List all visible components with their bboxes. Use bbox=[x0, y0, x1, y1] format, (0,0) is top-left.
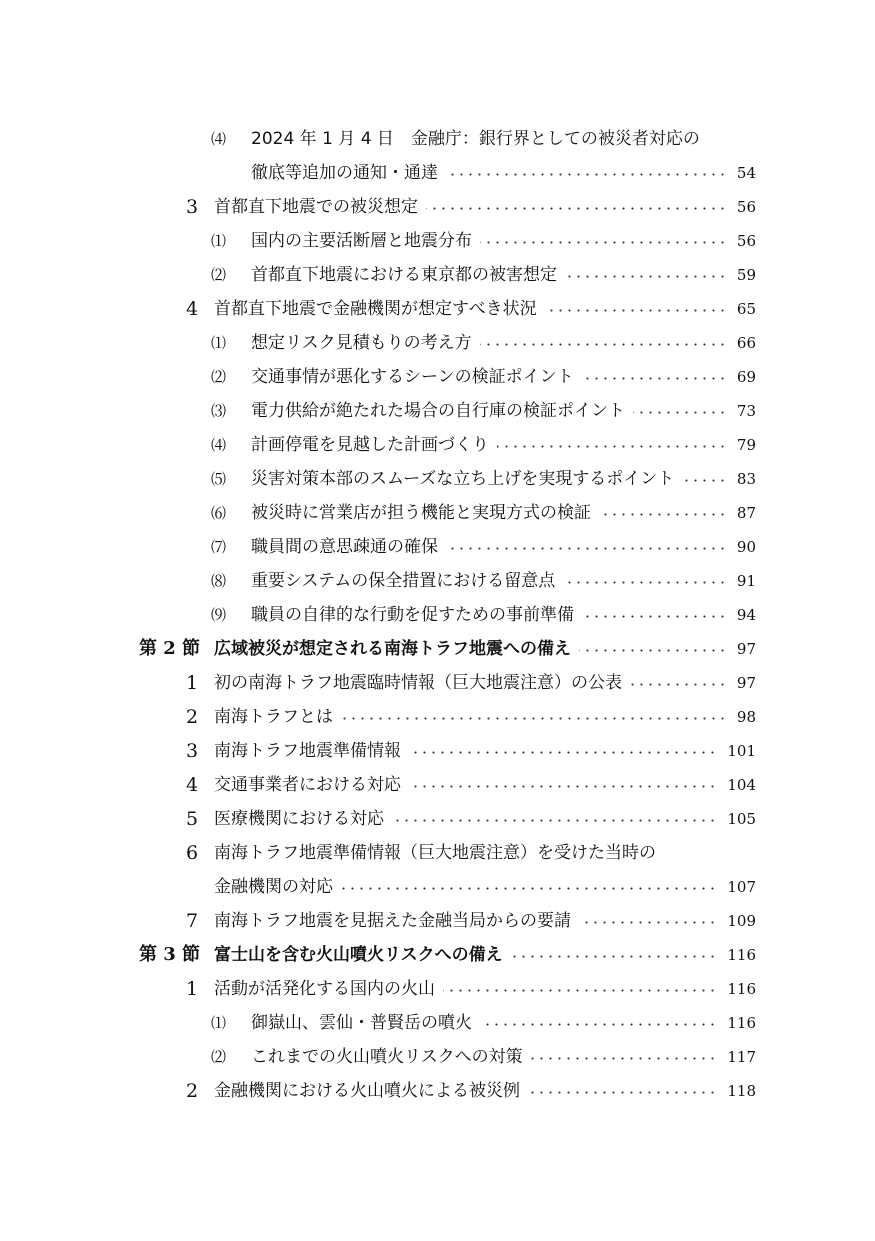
toc-entry-number: ⑵ bbox=[211, 368, 227, 386]
toc-entry bbox=[0, 700, 875, 734]
toc-entry bbox=[0, 326, 875, 360]
toc-entry bbox=[0, 870, 875, 904]
toc-entry-title: 徹底等追加の通知・通達 bbox=[251, 163, 438, 183]
toc-page-number: 56 bbox=[736, 198, 756, 216]
toc-entry bbox=[0, 190, 875, 224]
leader-dots bbox=[480, 241, 727, 244]
toc-entry-title: 被災時に営業店が担う機能と実現方式の検証 bbox=[251, 503, 591, 523]
toc-entry-title: 職員の自律的な行動を促すための事前準備 bbox=[251, 605, 574, 625]
toc-entry bbox=[0, 1040, 875, 1074]
toc-entry-title: 災害対策本部のスムーズな立ち上げを実現するポイント bbox=[251, 469, 675, 489]
leader-dots bbox=[409, 751, 717, 754]
toc-entry-number: ⑴ bbox=[211, 1014, 227, 1032]
toc-page-number: 56 bbox=[736, 232, 756, 250]
toc-entry bbox=[0, 496, 875, 530]
toc-entry-title: 首都直下地震での被災想定 bbox=[214, 197, 418, 217]
leader-dots bbox=[392, 819, 717, 822]
toc-entry bbox=[0, 632, 875, 666]
toc-entry-number: 1 bbox=[186, 978, 199, 1000]
toc-section-number: 第 2 節 bbox=[139, 638, 201, 659]
toc-entry-number: 7 bbox=[186, 910, 199, 932]
toc-entry-title: 重要システムの保全措置における留意点 bbox=[251, 571, 556, 591]
toc-entry-title: 南海トラフとは bbox=[214, 707, 333, 727]
toc-entry bbox=[0, 768, 875, 802]
toc-entry-number: 4 bbox=[186, 774, 199, 796]
toc-entry-number: ⑶ bbox=[211, 402, 227, 420]
toc-page-number: 79 bbox=[736, 436, 756, 454]
toc-entry bbox=[0, 802, 875, 836]
leader-dots bbox=[633, 411, 727, 414]
leader-dots bbox=[446, 173, 727, 176]
toc-entry-title: 想定リスク見積もりの考え方 bbox=[251, 333, 472, 353]
leader-dots bbox=[579, 921, 717, 924]
leader-dots bbox=[480, 1023, 717, 1026]
toc-page-number: 116 bbox=[727, 980, 756, 998]
toc-page-number: 117 bbox=[727, 1048, 756, 1066]
toc-page-number: 69 bbox=[736, 368, 756, 386]
toc-page-number: 94 bbox=[736, 606, 756, 624]
leader-dots bbox=[446, 547, 727, 550]
toc-section-title: 広域被災が想定される南海トラフ地震への備え bbox=[214, 639, 571, 659]
toc-page-number: 118 bbox=[727, 1082, 756, 1100]
leader-dots bbox=[599, 513, 727, 516]
leader-dots bbox=[565, 275, 727, 278]
toc-entry bbox=[0, 666, 875, 700]
toc-entry-number: ⑼ bbox=[211, 606, 227, 624]
toc-entry-number: ⑺ bbox=[211, 538, 227, 556]
table-of-contents bbox=[0, 122, 875, 1108]
toc-page-number: 116 bbox=[727, 946, 756, 964]
leader-dots bbox=[480, 343, 727, 346]
toc-page-number: 91 bbox=[736, 572, 756, 590]
toc-entry-title: 交通事情が悪化するシーンの検証ポイント bbox=[251, 367, 574, 387]
toc-entry bbox=[0, 1006, 875, 1040]
leader-dots bbox=[531, 1057, 717, 1060]
leader-dots bbox=[630, 683, 727, 686]
leader-dots bbox=[528, 1091, 717, 1094]
toc-entry-number: ⑹ bbox=[211, 504, 227, 522]
toc-entry-title: 国内の主要活断層と地震分布 bbox=[251, 231, 472, 251]
toc-entry-title: 南海トラフ地震準備情報 bbox=[214, 741, 401, 761]
toc-entry-number: ⑵ bbox=[211, 266, 227, 284]
toc-page-number: 98 bbox=[736, 708, 756, 726]
toc-entry-number: 5 bbox=[186, 808, 199, 830]
toc-entry-title: 交通事業者における対応 bbox=[214, 775, 401, 795]
leader-dots bbox=[582, 615, 727, 618]
toc-entry-title: 金融機関における火山噴火による被災例 bbox=[214, 1081, 520, 1101]
toc-entry bbox=[0, 122, 875, 156]
toc-entry-number: 2 bbox=[186, 1080, 199, 1102]
toc-entry bbox=[0, 360, 875, 394]
toc-entry bbox=[0, 938, 875, 972]
toc-page-number: 105 bbox=[727, 810, 756, 828]
toc-section-number: 第 3 節 bbox=[139, 944, 201, 965]
toc-entry bbox=[0, 972, 875, 1006]
toc-entry bbox=[0, 292, 875, 326]
leader-dots bbox=[341, 717, 727, 720]
toc-entry bbox=[0, 428, 875, 462]
toc-page-number: 97 bbox=[736, 640, 756, 658]
toc-entry-title: 活動が活発化する国内の火山 bbox=[214, 979, 435, 999]
toc-entry-number: ⑻ bbox=[211, 572, 227, 590]
leader-dots bbox=[426, 207, 727, 210]
toc-entry bbox=[0, 734, 875, 768]
toc-entry-number: ⑵ bbox=[211, 1048, 227, 1066]
toc-entry-title: 職員間の意思疎通の確保 bbox=[251, 537, 438, 557]
leader-dots bbox=[579, 649, 727, 652]
toc-entry bbox=[0, 224, 875, 258]
toc-page-number: 73 bbox=[736, 402, 756, 420]
toc-page-number: 107 bbox=[727, 878, 756, 896]
toc-entry bbox=[0, 156, 875, 190]
toc-entry-number: ⑷ bbox=[211, 130, 227, 148]
leader-dots bbox=[563, 581, 727, 584]
leader-dots bbox=[511, 955, 717, 958]
toc-entry-number: ⑸ bbox=[211, 470, 227, 488]
toc-entry-number: 2 bbox=[186, 706, 199, 728]
leader-dots bbox=[409, 785, 717, 788]
toc-page-number: 90 bbox=[736, 538, 756, 556]
toc-entry-title: 電力供給が絶たれた場合の自行庫の検証ポイント bbox=[251, 401, 625, 421]
toc-entry-number: ⑴ bbox=[211, 232, 227, 250]
toc-entry-number: 6 bbox=[186, 842, 199, 864]
toc-entry-number: 3 bbox=[186, 740, 199, 762]
toc-entry-number: 4 bbox=[186, 298, 199, 320]
toc-entry-title: 南海トラフ地震準備情報（巨大地震注意）を受けた当時の bbox=[214, 843, 656, 863]
toc-entry bbox=[0, 530, 875, 564]
toc-entry bbox=[0, 564, 875, 598]
toc-page-number: 116 bbox=[727, 1014, 756, 1032]
toc-page-number: 104 bbox=[727, 776, 756, 794]
toc-entry-title: 御嶽山、雲仙・普賢岳の噴火 bbox=[251, 1013, 472, 1033]
toc-entry-number: ⑷ bbox=[211, 436, 227, 454]
toc-page-number: 83 bbox=[736, 470, 756, 488]
toc-entry-title: 2024 年 1 月 4 日 金融庁：銀行界としての被災者対応の bbox=[251, 129, 700, 149]
leader-dots bbox=[341, 887, 717, 890]
leader-dots bbox=[443, 989, 717, 992]
toc-entry bbox=[0, 258, 875, 292]
leader-dots bbox=[545, 309, 727, 312]
toc-page-number: 65 bbox=[736, 300, 756, 318]
toc-entry-title: 計画停電を見越した計画づくり bbox=[251, 435, 489, 455]
toc-entry-title: これまでの火山噴火リスクへの対策 bbox=[251, 1047, 523, 1067]
toc-entry bbox=[0, 836, 875, 870]
toc-entry-number: 3 bbox=[186, 196, 199, 218]
toc-page-number: 101 bbox=[727, 742, 756, 760]
toc-page-number: 59 bbox=[736, 266, 756, 284]
toc-entry bbox=[0, 598, 875, 632]
toc-section-title: 富士山を含む火山噴火リスクへの備え bbox=[214, 945, 503, 965]
toc-entry-title: 初の南海トラフ地震臨時情報（巨大地震注意）の公表 bbox=[214, 673, 622, 693]
toc-page-number: 109 bbox=[727, 912, 756, 930]
toc-page-number: 87 bbox=[736, 504, 756, 522]
toc-page-number: 54 bbox=[736, 164, 756, 182]
toc-entry-title: 医療機関における対応 bbox=[214, 809, 384, 829]
toc-entry-title: 首都直下地震における東京都の被害想定 bbox=[251, 265, 557, 285]
toc-entry bbox=[0, 462, 875, 496]
leader-dots bbox=[582, 377, 727, 380]
toc-entry-number: 1 bbox=[186, 672, 199, 694]
toc-entry-title: 金融機関の対応 bbox=[214, 877, 333, 897]
toc-entry bbox=[0, 1074, 875, 1108]
toc-entry bbox=[0, 394, 875, 428]
toc-page-number: 66 bbox=[736, 334, 756, 352]
leader-dots bbox=[497, 445, 727, 448]
toc-entry-title: 首都直下地震で金融機関が想定すべき状況 bbox=[214, 299, 537, 319]
toc-entry-title: 南海トラフ地震を見据えた金融当局からの要請 bbox=[214, 911, 571, 931]
toc-entry-number: ⑴ bbox=[211, 334, 227, 352]
leader-dots bbox=[682, 479, 727, 482]
toc-page-number: 97 bbox=[736, 674, 756, 692]
toc-entry bbox=[0, 904, 875, 938]
